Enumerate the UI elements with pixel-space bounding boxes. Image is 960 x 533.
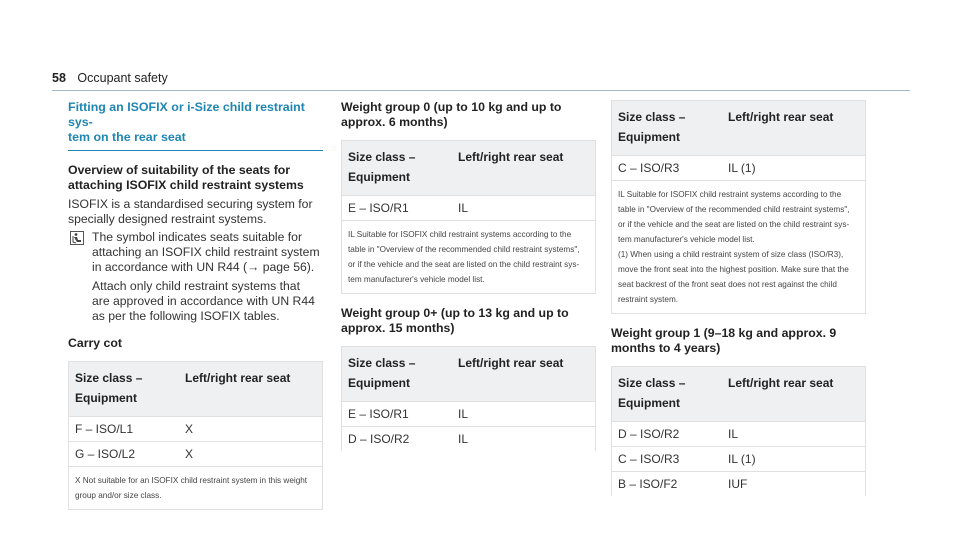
footnote-text: IL Suitable for ISOFIX child restraint systems according to the table in "Overview of the recommended child restraint systems", or if the vehicle and the seat are listed on the child restraint sys- tem manufacturer's vehicle model list. (1) When using a child restraint system of size class (ISO/R3), move the front seat into the highest position. Make sure that the seat backrest of the front seat does not rest against the child restraint system. bbox=[618, 190, 850, 304]
weight-group-1-table bbox=[611, 366, 866, 496]
size-class-cell: F – ISO/L1 bbox=[75, 422, 134, 436]
table-row bbox=[342, 401, 595, 426]
table-row bbox=[612, 471, 865, 496]
size-class-cell: G – ISO/L2 bbox=[75, 447, 136, 461]
size-class-cell: E – ISO/R1 bbox=[348, 201, 409, 215]
header-seat: Left/right rear seat bbox=[185, 371, 291, 385]
symbol-note-text: The symbol indicates seats suitable for attaching an ISOFIX child restraint system in accordance with UN R44 (→ page 56). bbox=[92, 230, 320, 274]
column-middle bbox=[341, 100, 596, 451]
weight-group-0plus-table bbox=[341, 346, 596, 451]
table-header bbox=[342, 347, 595, 401]
size-class-cell: C – ISO/R3 bbox=[618, 452, 680, 466]
header-size-class: Size class – Equipment bbox=[348, 356, 416, 390]
seat-cell: X bbox=[185, 447, 194, 461]
table-row bbox=[612, 421, 865, 446]
header-size-class: Size class – Equipment bbox=[618, 376, 686, 410]
table-header bbox=[612, 367, 865, 421]
seat-cell: IL (1) bbox=[728, 161, 756, 175]
header-seat: Left/right rear seat bbox=[728, 376, 834, 390]
attach-note-text: Attach only child restraint systems that are approved in accordance with UN R44 as per the following ISOFIX tables. bbox=[92, 279, 315, 323]
weight-group-0-table bbox=[341, 140, 596, 294]
header-seat: Left/right rear seat bbox=[728, 110, 834, 124]
header-size-class: Size class – Equipment bbox=[618, 110, 686, 144]
table-header bbox=[612, 101, 865, 155]
table-footnote bbox=[612, 180, 865, 313]
isofix-seat-icon bbox=[70, 231, 84, 245]
table-header bbox=[69, 362, 322, 416]
seat-cell: IL bbox=[728, 427, 739, 441]
isofix-intro: ISOFIX is a standardised securing system for specially designed restraint systems. bbox=[68, 197, 313, 226]
table-row bbox=[612, 155, 865, 180]
table-row bbox=[342, 195, 595, 220]
page-header bbox=[52, 71, 168, 85]
weight-group-0plus-heading: Weight group 0+ (up to 13 kg and up to approx. 15 months) bbox=[341, 306, 569, 335]
carry-cot-table bbox=[68, 361, 323, 510]
column-left bbox=[68, 100, 323, 510]
table-row bbox=[612, 446, 865, 471]
seat-cell: IL (1) bbox=[728, 452, 756, 466]
header-seat: Left/right rear seat bbox=[458, 356, 564, 370]
table-footnote bbox=[69, 466, 322, 509]
header-size-class: Size class – Equipment bbox=[75, 371, 143, 405]
header-divider bbox=[52, 90, 910, 91]
weight-group-0plus-table-continued bbox=[611, 100, 866, 314]
size-class-cell: B – ISO/F2 bbox=[618, 477, 678, 491]
seat-cell: IL bbox=[458, 201, 469, 215]
size-class-cell: E – ISO/R1 bbox=[348, 407, 409, 421]
isofix-symbol-note bbox=[68, 230, 323, 324]
section-title: Fitting an ISOFIX or i-Size child restraint sys- tem on the rear seat bbox=[68, 100, 305, 144]
seat-cell: X bbox=[185, 422, 194, 436]
seat-cell: IL bbox=[458, 432, 469, 446]
table-footnote bbox=[342, 220, 595, 293]
size-class-cell: D – ISO/R2 bbox=[618, 427, 680, 441]
size-class-cell: C – ISO/R3 bbox=[618, 161, 680, 175]
header-size-class: Size class – Equipment bbox=[348, 150, 416, 184]
carry-cot-heading: Carry cot bbox=[68, 336, 122, 350]
section-title-rule bbox=[68, 150, 323, 151]
table-header bbox=[342, 141, 595, 195]
header-seat: Left/right rear seat bbox=[458, 150, 564, 164]
size-class-cell: D – ISO/R2 bbox=[348, 432, 410, 446]
footnote-text: IL Suitable for ISOFIX child restraint systems according to the table in "Overview of the recommended child restraint systems", or if the vehicle and the seat are listed on the child restraint sys- tem manufacturer's vehicle model list. bbox=[348, 230, 580, 284]
table-row bbox=[342, 426, 595, 451]
seat-cell: IL bbox=[458, 407, 469, 421]
table-row bbox=[69, 441, 322, 466]
seat-cell: IUF bbox=[728, 477, 748, 491]
footnote-text: X Not suitable for an ISOFIX child restraint system in this weight group and/or size class. bbox=[75, 476, 308, 500]
weight-group-0-heading: Weight group 0 (up to 10 kg and up to approx. 6 months) bbox=[341, 100, 562, 129]
column-right bbox=[611, 100, 866, 496]
page-number: 58 bbox=[52, 71, 66, 85]
weight-group-1-heading: Weight group 1 (9–18 kg and approx. 9 months to 4 years) bbox=[611, 326, 837, 355]
table-row bbox=[69, 416, 322, 441]
section-name: Occupant safety bbox=[77, 71, 168, 85]
overview-heading: Overview of suitability of the seats for attaching ISOFIX child restraint systems bbox=[68, 163, 304, 192]
